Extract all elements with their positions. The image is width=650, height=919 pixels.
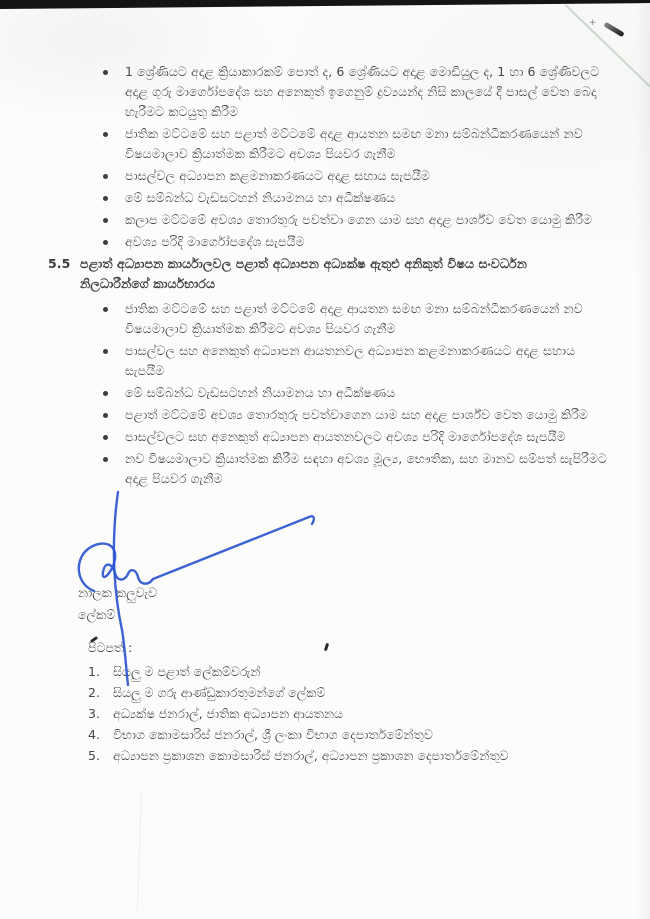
bullet-text: ජාතික මට්ටමේ සහ පළාත් මට්ටමේ අදාළ ආයතන සමඟ මනා සම්බන්ධීකරණයෙන් නව විෂයමාලාව ක්‍රියාත්මක කිරීමට අවශ්‍ය පියවර ගැනීම [125,126,583,161]
bullet-icon [103,457,108,462]
intro-bullet-list [100,62,608,254]
bullet-text: කලාප මට්ටමේ අවශ්‍ය තොරතුරු පවත්වා ගෙන යාම සහ අදාළ පාර්ශ්ව වෙත යොමු කිරීම [125,212,593,227]
item-number: 3. [88,706,100,721]
list-item [88,706,608,723]
signatory-name: නාලක කලුවැව [78,585,158,600]
bullet-icon [103,174,108,179]
list-item [100,427,608,447]
bullet-icon [103,240,108,245]
section-number: 5.5 [48,256,71,271]
bullet-text: පළාත් මට්ටමේ අවශ්‍ය තොරතුරු පවත්වාගෙන යාම සහ අදාළ පාර්ශ්ව වෙත යොමු කිරීම [125,407,588,422]
item-text: සියලු ම පළාත් ලේකම්වරුන් [113,664,261,679]
signatory-designation: ලේකම් [78,607,116,622]
section-bullet-list [100,299,608,489]
list-item [100,299,608,339]
copies-list [88,664,608,769]
list-item [100,124,608,164]
section-heading [48,254,608,294]
bullet-icon [103,391,108,396]
list-item [100,188,608,208]
list-item [88,664,608,681]
bullet-text: නව විෂයමාලාව ක්‍රියාත්මක කිරීම සඳහා අවශ්‍ය මූල්‍ය, භෞතික, සහ මානව සම්පත් සැපිරීමට අදාළ පියවර ගැනීම [125,451,608,486]
bullet-icon [103,349,108,354]
bullet-text: පාසල්වල අධ්‍යාපන කළමනාකරණයට අදාළ සහාය සැපයීම [125,168,430,183]
ink-smudge-mark [603,22,624,38]
list-item [100,405,608,425]
pencil-plus-mark: + [589,18,597,28]
item-number: 2. [88,685,100,700]
item-number: 1. [88,664,100,679]
list-item [100,166,608,186]
paper-crease-bottom [137,790,142,910]
item-text: අධ්‍යාපන ප්‍රකාශන කොමසාරිස් ජනරාල්, අධ්‍යාපන ප්‍රකාශන දෙපාර්තමේන්තුව [113,748,509,763]
bullet-icon [103,435,108,440]
item-number: 4. [88,727,100,742]
bullet-text: මේ සම්බන්ධ වැඩසටහන් නියාමනය හා අධීක්ෂණය [125,190,396,205]
item-text: විභාග කොමසාරිස් ජනරාල්, ශ්‍රී ලංකා විභාග දෙපාර්තමේන්තුව [113,727,433,742]
list-item [88,685,608,702]
item-number: 5. [88,748,100,763]
section-title: පළාත් අධ්‍යාපන කාර්යාලවල පළාත් අධ්‍යාපන අධ්‍යක්ෂ ඇතුළු අනිකුත් විෂය සංවර්ධන නිලධාරීන්ගේ කාර්යභාරය [80,256,528,291]
bullet-text: පාසල්වල සහ අනෙකුත් අධ්‍යාපන ආයතනවල අධ්‍යාපන කළමනාකරණයට අදාළ සහාය සැපයීම [125,343,576,378]
list-item [100,383,608,403]
section-5-5 [48,254,608,491]
list-item [100,341,608,381]
bullet-icon [103,196,108,201]
item-text: සියලු ම ගරු ආණ්ඩුකාරතුමන්ගේ ලේකම් [113,685,326,700]
list-item [100,210,608,230]
list-item [88,727,608,744]
list-item [100,62,608,122]
bullet-icon [103,413,108,418]
bullet-icon [103,70,108,75]
bullet-text: ජාතික මට්ටමේ සහ පළාත් මට්ටමේ අදාළ ආයතන සමඟ මනා සම්බන්ධීකරණයෙන් නව විෂයමාලාව ක්‍රියාත්මක කිරීමට අවශ්‍ය පියවර ගැනීම [125,301,583,336]
list-item [88,748,608,765]
list-item [100,449,608,489]
list-item [100,232,608,252]
bullet-icon [103,132,108,137]
bullet-text: මේ සම්බන්ධ වැඩසටහන් නියාමනය හා අධීක්ෂණය [125,385,396,400]
bullet-text: 1 ශ්‍රේණියට අදාළ ක්‍රියාකාරකම් පොත් ද, 6 ශ්‍රේණියට අදාළ මොඩියුල ද, 1 හා 6 ශ්‍රේණිවලට අදාළ ගුරු මාර්ගෝපදේශ සහ අනෙකුත් ඉගෙනුම් ද්‍රව්‍යයන්ද නිසි කාලයේ දී පාසල් වෙත බෙදා හැරීමට කටයුතු කිරීම [125,64,600,119]
copies-heading: පිටපත් : [88,640,133,655]
bullet-text: අවශ්‍ය පරිදි මාර්ගෝපදේශ සැපයීම [125,234,305,249]
item-text: අධ්‍යක්ෂ ජනරාල්, ජාතික අධ්‍යාපන ආයතනය [113,706,344,721]
stray-tick-mark [324,643,329,652]
bullet-text: පාසල්වලට සහ අනෙකුත් අධ්‍යාපන ආයතනවලට අවශ්‍ය පරිදි මාර්ගෝපදේශ සැපයීම [125,429,566,444]
bullet-icon [103,307,108,312]
scan-edge-strip [0,0,650,9]
bullet-icon [103,218,108,223]
